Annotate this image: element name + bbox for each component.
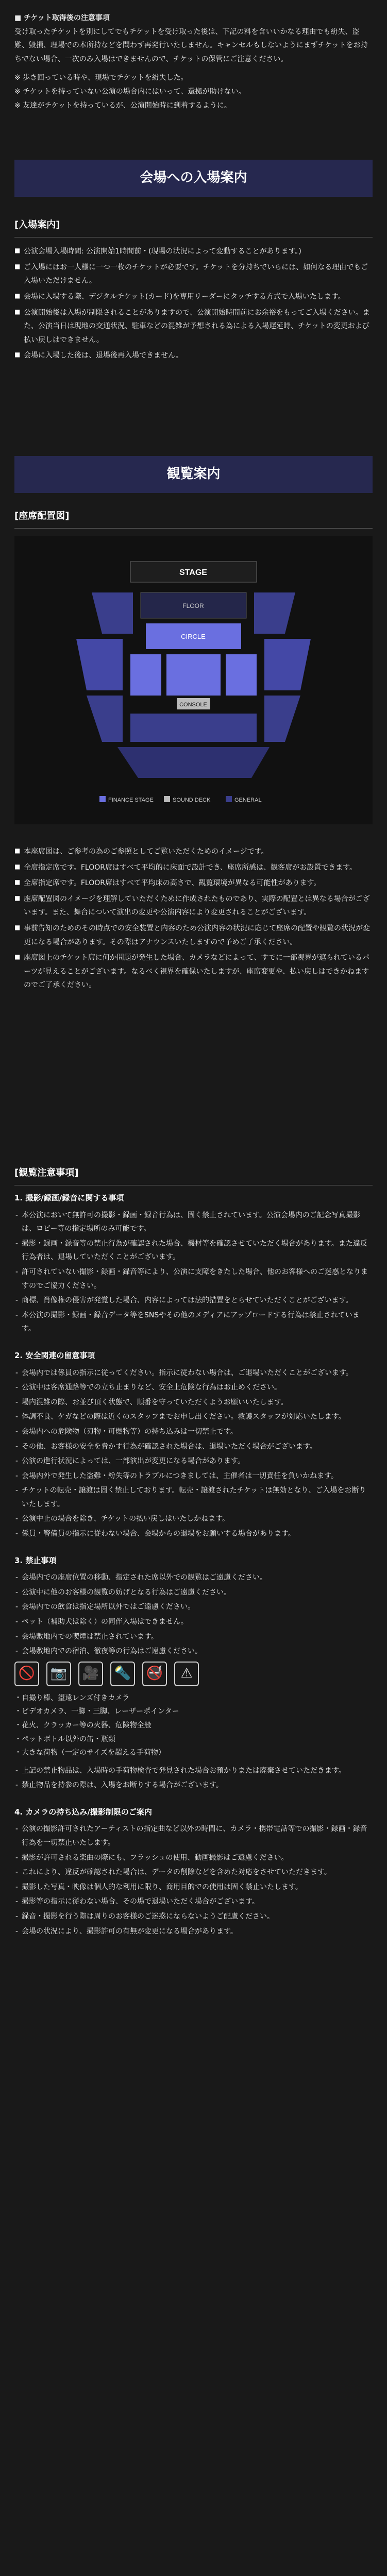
seat-note: ■ 本座席図は、ご参考の為のご参照としてご覧いただくためのイメージです。 <box>14 845 373 859</box>
legend-label: GENERAL <box>234 797 262 803</box>
seat-block <box>76 639 123 690</box>
prohibited-icon: 🚫 <box>14 1662 39 1686</box>
divider <box>14 237 373 238</box>
no-smoking-icon: 🚭 <box>142 1662 167 1686</box>
caution-item: - 会場内では係員の指示に従ってください。指示に従わない場合は、ご退場いただくことがございます。 <box>14 1366 373 1380</box>
warning-icon: ⚠ <box>174 1662 199 1686</box>
seat-block <box>130 654 161 696</box>
caution-item: - 本公演において無許可の撮影・録画・録音行為は、固く禁止されています。公演会場内のご記念写真撮影は、ロビー等の指定場所のみ可能です。 <box>14 1209 373 1236</box>
caution-item: - 禁止物品を持参の際は、入場をお断りする場合がございます。 <box>14 1778 373 1792</box>
caution-item: - 会場内外で発生した盗難・紛失等のトラブルにつきましては、主催者は一切責任を負いかねます。 <box>14 1469 373 1483</box>
caution-item: - 上記の禁止物品は、入場時の手荷物検査で発見された場合お預かりまたは廃棄させていただきます。 <box>14 1764 373 1778</box>
entry-item: ■ 公演開始後は入場が制限されることがありますので、公演開始時間前にお余裕をもってご入場ください。また、公演当日は現地の交通状況、駐車などの混雑が予想される為による入場遅延時、チケットの変更および払い戻しはできません。 <box>14 306 373 347</box>
caution-group-heading: 1. 撮影/録画/録音に関する事項 <box>14 1193 124 1203</box>
caution-item: - 録音・撮影を行う際は周りのお客様のご迷惑にならないようご配慮ください。 <box>14 1910 373 1924</box>
circle-label: CIRCLE <box>181 633 206 640</box>
caution-item: - 公演の撮影許可されたアーティストの指定曲など以外の時間に、カメラ・携帯電話等での撮影・録画・録音行為を一切禁止いたします。 <box>14 1822 373 1850</box>
console-label: CONSOLE <box>179 702 207 708</box>
entry-item: ■ 公演会場入場時間: 公演開始1時間前・(現場の状況によって変動することがあります。) <box>14 245 373 259</box>
seat-note: ■ 全席指定席です。FLOOR席はすべて平均的に床面で設計でき、座席所感は、観客席がお設置できます。 <box>14 861 373 875</box>
caution-item: - 公演の進行状況によっては、一部演出が変更になる場合があります。 <box>14 1454 373 1468</box>
seat-block <box>130 714 257 742</box>
caution-item: - 許可されていない撮影・録画・録音等により、公演に支障をきたした場合、他のお客様へのご迷惑となりますのでご協力ください。 <box>14 1265 373 1293</box>
prohibited-list-item: ・ビデオカメラ、一脚・三脚、レーザーポインター <box>14 1707 179 1716</box>
caution-item: - チケットの転売・譲渡は固く禁止しております。転売・譲渡されたチケットは無効となり、ご入場をお断りいたします。 <box>14 1484 373 1511</box>
caution-item: - 公演中は客席通路等での立ち止まりなど、安全上危険な行為はお止めください。 <box>14 1381 373 1395</box>
seat-block <box>254 592 295 634</box>
caution-group-heading: 2. 安全関連の留意事項 <box>14 1351 95 1361</box>
caution-item: - 撮影等の指示に従わない場合、その場で退場いただく場合がございます。 <box>14 1895 373 1909</box>
intro-section <box>14 11 373 112</box>
caution-item: - 撮影・録画・録音等の禁止行為が確認された場合、機材等を確認させていただく場合があります。また違反行為者は、退場していただくことがございます。 <box>14 1237 373 1264</box>
caution-item: - 本公演の撮影・録画・録音データ等をSNSやその他のメディアにアップロードする行為は禁止されています。 <box>14 1309 373 1336</box>
intro-note: ※ チケットを持っていない公演の場合内にはいって、還拠が助けない。 <box>14 87 246 96</box>
caution-item: - 撮影が許可される楽曲の際にも、フラッシュの使用、動画撮影はご遠慮ください。 <box>14 1851 373 1865</box>
cautions-heading: [観覧注意事項] <box>14 1167 79 1178</box>
floor-label: FLOOR <box>182 602 204 609</box>
legend-swatch <box>164 796 170 802</box>
caution-item: - 会場内への危険物（刃物・可燃物等）の持ち込みは一切禁止です。 <box>14 1425 373 1439</box>
intro-note: ※ 友達がチケットを持っているが、公演開始時に到着するように。 <box>14 101 231 110</box>
prohibited-icons <box>14 1662 373 1686</box>
seat-sub-heading: [座席配置図] <box>14 511 70 521</box>
seat-map <box>14 536 373 824</box>
prohibited-list-item: ・花火、クラッカー等の火器、危険物全般 <box>14 1721 152 1730</box>
video-icon: 🎥 <box>78 1662 103 1686</box>
prohibited-list-item: ・自撮り棒、望遠レンズ付きカメラ <box>14 1693 130 1702</box>
caution-item: - これにより、違反が確認された場合は、データの削除などを含めた対応をさせていただきます。 <box>14 1866 373 1879</box>
entry-sub-heading: [入場案内] <box>14 219 60 230</box>
entry-section <box>14 211 373 365</box>
caution-item: - 公演中止の場合を除き、チケットの払い戻しはいたしかねます。 <box>14 1512 373 1526</box>
seat-block <box>264 696 300 742</box>
caution-item: - 商標、肖像権の侵害が発覚した場合、内容によっては法的措置をとらせていただくことがございます。 <box>14 1294 373 1308</box>
prohibited-list-item: ・ペットボトル以外の缶・瓶類 <box>14 1735 115 1743</box>
seat-sub-section <box>14 502 373 529</box>
caution-item: - 公演中に他のお客様の観覧の妨げとなる行為はご遠慮ください。 <box>14 1586 373 1600</box>
caution-item: - 体調不良、ケガなどの際は近くのスタッフまでお申し出ください。救護スタッフが対応いたします。 <box>14 1410 373 1424</box>
entry-item: ■ ご入場にはお一人様に一つ一枚のチケットが必要です。チケットを分持ちでいらには、如何なる理由でもご入場いただけません。 <box>14 261 373 288</box>
legend-swatch <box>99 796 106 802</box>
cautions-section <box>14 1159 373 1939</box>
seat-note: ■ 座席配置図のイメージを理解していただくために作成されたものであり、実際の配置とは異なる場合がございます。また、舞台について演出の変更や公演内容により変更されることがございます。 <box>14 892 373 920</box>
divider <box>14 528 373 529</box>
caution-item: - その他、お客様の安全を脅かす行為が確認された場合は、退場いただく場合がございます。 <box>14 1440 373 1454</box>
caution-item: - 撮影した写真・映像は個人的な利用に限り、商用目的での使用は固く禁止いたします。 <box>14 1880 373 1894</box>
section-title-entry: 会場への入場案内 <box>14 160 373 197</box>
seat-block <box>92 592 133 634</box>
caution-item: - 会場の状況により、撮影許可の有無が変更になる場合があります。 <box>14 1925 373 1939</box>
entry-item: ■ 会場に入場する際、デジタルチケット(カード)を専用リーダーにタッチする方式で入場いたします。 <box>14 290 373 304</box>
caution-item: - 会場敷地内での喫煙は禁止されています。 <box>14 1630 373 1644</box>
camera-icon: 📷 <box>46 1662 71 1686</box>
seat-note: ■ 事前告知のためのその時点での安全装置と内容のため公演内容の状況に応じて座席の配置や観覧の状況が変更になる場合があります。その際はアナウンスいたしますので予めご了承ください。 <box>14 922 373 949</box>
seat-block <box>264 639 311 690</box>
intro-heading: ■ チケット取得後の注意事項 <box>14 14 110 22</box>
seat-note: ■ 座席図上のチケット席に何か問題が発生した場合、カメラなどによって、すでに一部視界が遮られているパーツが見えることがございます。なるべく視界を確保いたしますが、座席変更や、払い戻しはできかねますのでご了承ください。 <box>14 951 373 992</box>
caution-item: - 場内混雑の際、お並び頂く状態で、順番を守っていただくようお願いいたします。 <box>14 1396 373 1410</box>
prohibited-list-item: ・大きな荷物（一定のサイズを超える手荷物） <box>14 1749 165 1757</box>
intro-body: 受け取ったチケットを別にしてでもチケットを受け取った後は、下記の料を含いいかなる理由でも紛失、盗難、毀損、理場での本所持などを問わず再発行いたしません。キャンセルもしないようにまずチケットをお持ちでない場合、一次のみ入場はできませんので、チケットの保管にご注意ください。 <box>14 27 368 63</box>
caution-item: - 会場内での飲食は指定場所以外ではご遠慮ください。 <box>14 1600 373 1614</box>
caution-group-heading: 3. 禁止事項 <box>14 1555 57 1565</box>
seat-block <box>166 654 221 696</box>
seat-block <box>226 654 257 696</box>
flashlight-icon: 🔦 <box>110 1662 135 1686</box>
caution-item: - 会場内での座席位置の移動、指定された席以外での観覧はご遠慮ください。 <box>14 1571 373 1585</box>
seat-notes <box>14 845 373 994</box>
entry-item: ■ 会場に入場した後は、退場後再入場できません。 <box>14 349 373 363</box>
caution-item: - ペット（補助犬は除く）の同伴入場はできません。 <box>14 1615 373 1629</box>
legend-label: SOUND DECK <box>173 797 211 803</box>
intro-note: ※ 歩き回っている時や、現場でチケットを紛失した。 <box>14 74 188 82</box>
stage-label: STAGE <box>179 568 207 577</box>
legend-label: FINANCE STAGE <box>108 797 154 803</box>
caution-group-heading: 4. カメラの持ち込み/撮影制限のご案内 <box>14 1807 152 1817</box>
caution-item: - 会場敷地内での宿泊、徹夜等の行為はご遠慮ください。 <box>14 1645 373 1658</box>
seat-block <box>87 696 123 742</box>
seat-map-svg <box>14 536 373 824</box>
seat-note: ■ 全席指定席です。FLOOR席はすべて平均床の高さで、観覧環境が異なる可能性があります。 <box>14 876 373 890</box>
section-title-seat: 観覧案内 <box>14 456 373 493</box>
legend-swatch <box>226 796 232 802</box>
seat-block <box>117 747 270 778</box>
caution-item: - 係員・警備員の指示に従わない場合、会場からの退場をお願いする場合があります。 <box>14 1527 373 1541</box>
